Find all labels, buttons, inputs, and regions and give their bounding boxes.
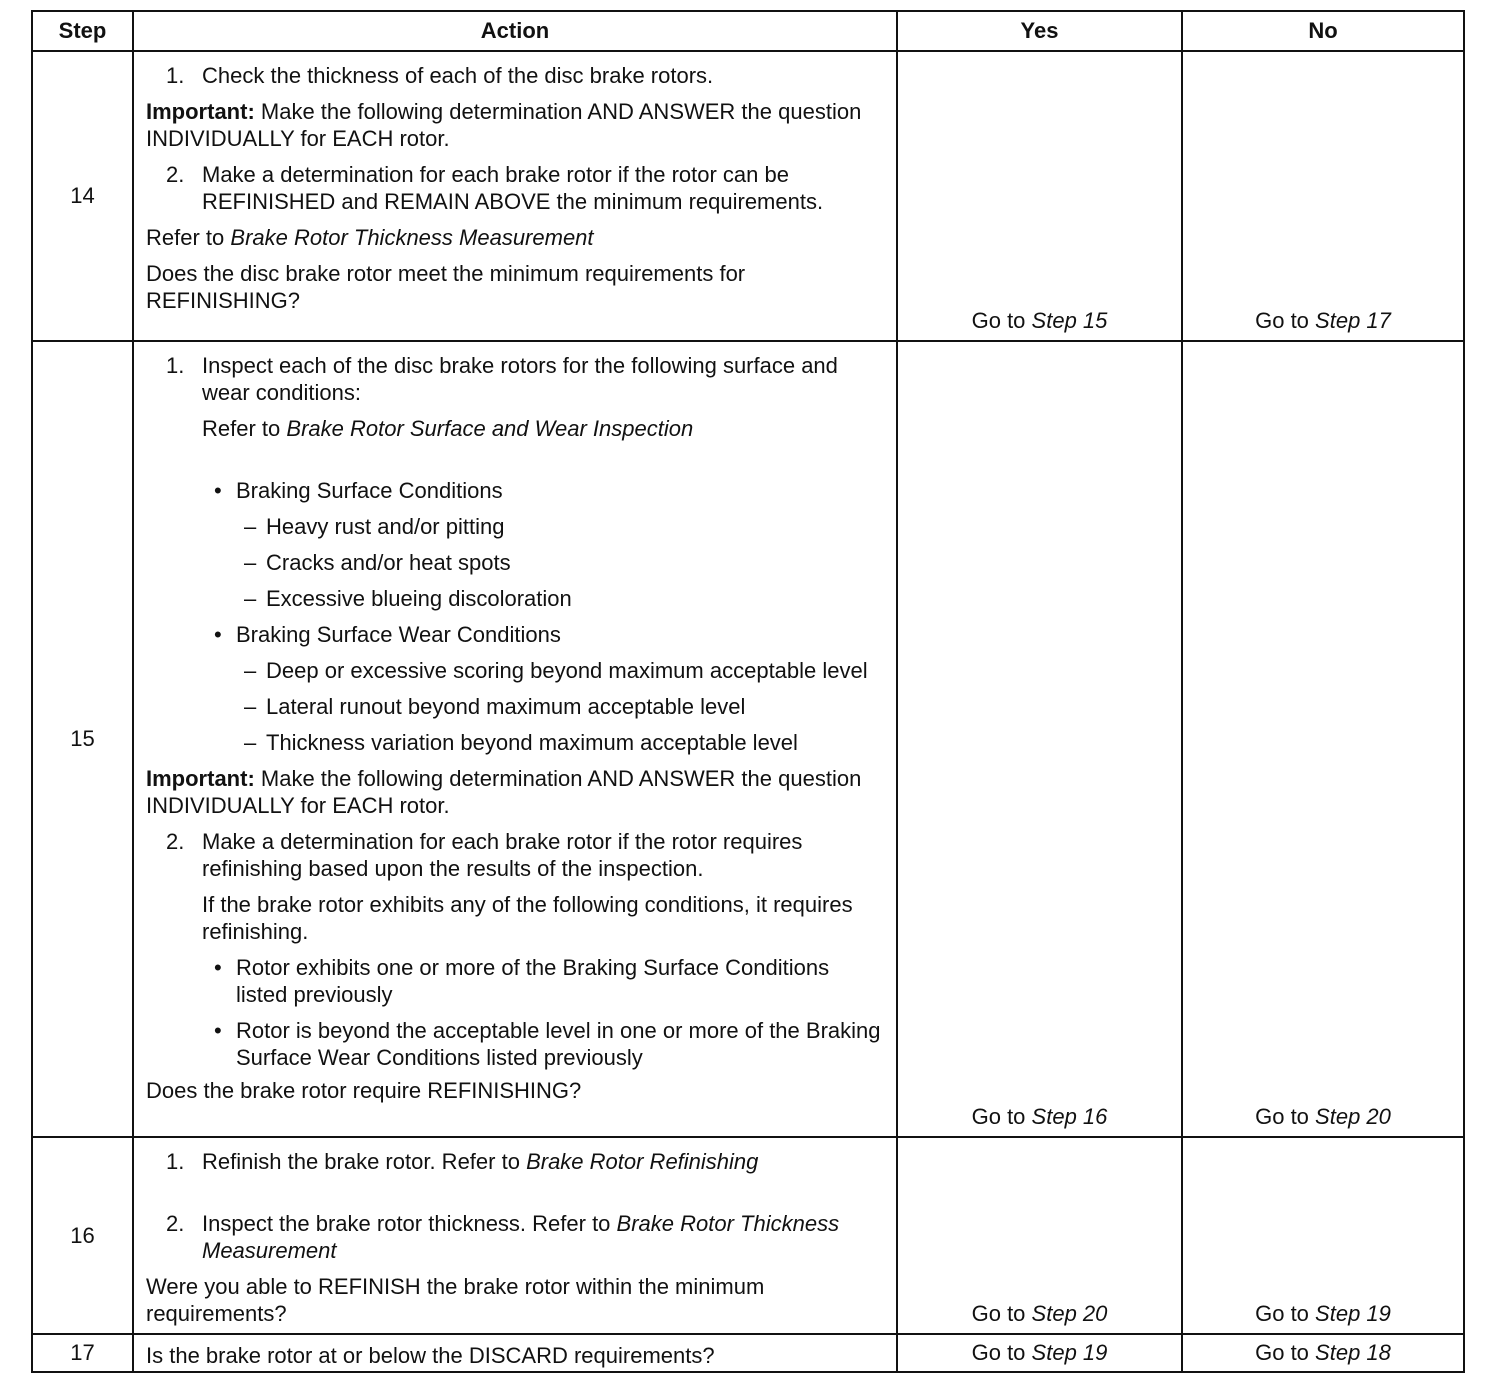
sub-item: Deep or excessive scoring beyond maximum acceptable level [266, 658, 868, 683]
step-number: 15 [32, 341, 133, 1137]
no-step-link[interactable]: Step 20 [1315, 1104, 1391, 1129]
goto-prefix: Go to [971, 308, 1026, 333]
yes-step-link[interactable]: Step 19 [1031, 1340, 1108, 1365]
item-number: 2. [166, 829, 185, 854]
step-number: 17 [32, 1334, 133, 1372]
goto-prefix: Go to [1255, 1104, 1309, 1129]
header-step: Step [32, 11, 133, 51]
sub-item: Heavy rust and/or pitting [266, 514, 505, 539]
goto-prefix: Go to [1255, 1340, 1309, 1365]
no-step-link[interactable]: Step 17 [1315, 308, 1391, 333]
yes-cell [897, 51, 1182, 341]
refer-link[interactable]: Brake Rotor Refinishing [526, 1149, 759, 1174]
goto-prefix: Go to [971, 1301, 1026, 1326]
question: Does the disc brake rotor meet the minimum requirements for REFINISHING? [146, 261, 746, 313]
table-row [32, 1137, 1464, 1334]
action-item: Check the thickness of each of the disc brake rotors. [202, 63, 714, 88]
question: Does the brake rotor require REFINISHING? [146, 1078, 582, 1103]
action-item: Inspect each of the disc brake rotors for the following surface and wear conditions: [202, 353, 838, 405]
refer-prefix: Refer to [202, 416, 281, 441]
no-cell [1182, 1334, 1464, 1372]
step-number: 16 [32, 1137, 133, 1334]
important-label: Important: [146, 766, 255, 791]
action-item: Make a determination for each brake rotor if the rotor requires refinishing based upon the results of the inspection. [202, 829, 803, 881]
item-number: 2. [166, 162, 185, 187]
item-number: 1. [166, 353, 185, 378]
action-cell [133, 51, 897, 341]
bullet-icon: • [214, 478, 222, 503]
action-item: Refinish the brake rotor. Refer to [202, 1149, 520, 1174]
refer-link[interactable]: Brake Rotor Thickness Measurement [202, 1211, 840, 1263]
refer-link[interactable]: Brake Rotor Thickness Measurement [230, 225, 594, 250]
bullet-icon: • [214, 1018, 222, 1043]
refer-prefix: Refer to [146, 225, 225, 250]
item-number: 1. [166, 1149, 185, 1174]
no-cell [1182, 341, 1464, 1137]
header-row [32, 11, 1464, 51]
dash-icon: – [244, 550, 257, 575]
no-cell [1182, 1137, 1464, 1334]
action-item: Make a determination for each brake rotor if the rotor can be REFINISHED and REMAIN ABOVE the minimum requirements. [202, 162, 824, 214]
item-number: 2. [166, 1211, 185, 1236]
yes-cell [897, 1137, 1182, 1334]
sub-item: Cracks and/or heat spots [266, 550, 511, 575]
item-number: 1. [166, 63, 185, 88]
important-note [146, 98, 884, 152]
question: Were you able to REFINISH the brake rotor within the minimum requirements? [146, 1274, 765, 1326]
important-text: Make the following determination AND ANSWER the question INDIVIDUALLY for EACH rotor. [146, 766, 862, 818]
bullet-item: Braking Surface Conditions [236, 478, 503, 503]
header-no: No [1182, 11, 1464, 51]
sub-item: Thickness variation beyond maximum acceptable level [266, 730, 798, 755]
sub-item: Lateral runout beyond maximum acceptable level [266, 694, 746, 719]
dash-icon: – [244, 730, 257, 755]
no-step-link[interactable]: Step 19 [1315, 1301, 1391, 1326]
important-label: Important: [146, 99, 255, 124]
diagnostic-table [31, 10, 1465, 1373]
goto-prefix: Go to [971, 1104, 1026, 1129]
bullet-item: Rotor is beyond the acceptable level in one or more of the Braking Surface Wear Conditions listed previously [236, 1018, 881, 1070]
important-text: Make the following determination AND ANSWER the question INDIVIDUALLY for EACH rotor. [146, 99, 862, 151]
item-note: If the brake rotor exhibits any of the following conditions, it requires refinishing. [202, 892, 853, 944]
yes-step-link[interactable]: Step 15 [1031, 308, 1108, 333]
important-note [146, 765, 884, 819]
refer-link[interactable]: Brake Rotor Surface and Wear Inspection [286, 416, 694, 441]
table-row [32, 341, 1464, 1137]
bullet-icon: • [214, 622, 222, 647]
dash-icon: – [244, 586, 257, 611]
bullet-icon: • [214, 955, 222, 980]
yes-cell [897, 1334, 1182, 1372]
no-step-link[interactable]: Step 18 [1315, 1340, 1391, 1365]
header-action: Action [133, 11, 897, 51]
bullet-item: Braking Surface Wear Conditions [236, 622, 561, 647]
goto-prefix: Go to [1255, 1301, 1309, 1326]
action-cell [133, 341, 897, 1137]
header-yes: Yes [897, 11, 1182, 51]
bullet-item: Rotor exhibits one or more of the Braking Surface Conditions listed previously [236, 955, 830, 1007]
goto-prefix: Go to [1255, 308, 1309, 333]
sub-item: Excessive blueing discoloration [266, 586, 572, 611]
yes-cell [897, 341, 1182, 1137]
action-cell [133, 1137, 897, 1334]
step-number: 14 [32, 51, 133, 341]
yes-step-link[interactable]: Step 16 [1031, 1104, 1108, 1129]
question: Is the brake rotor at or below the DISCARD requirements? [146, 1342, 715, 1368]
goto-prefix: Go to [971, 1340, 1026, 1365]
dash-icon: – [244, 658, 257, 683]
dash-icon: – [244, 694, 257, 719]
table-row [32, 51, 1464, 341]
action-item: Inspect the brake rotor thickness. Refer to [202, 1211, 611, 1236]
yes-step-link[interactable]: Step 20 [1031, 1301, 1108, 1326]
dash-icon: – [244, 514, 257, 539]
action-cell [133, 1334, 897, 1372]
table-row [32, 1334, 1464, 1372]
no-cell [1182, 51, 1464, 341]
